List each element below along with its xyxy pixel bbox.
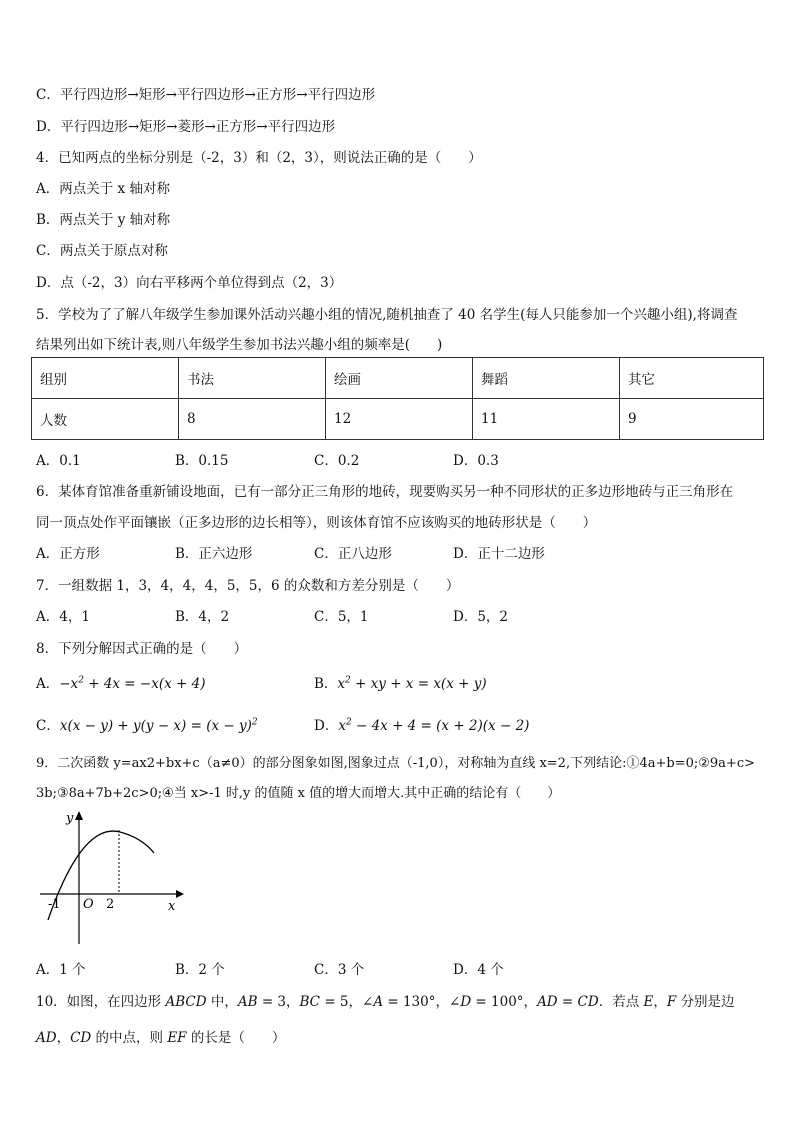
q4-option-b: B．两点关于 y 轴对称 (36, 212, 171, 228)
q9-option-a: A．1 个 (36, 962, 86, 978)
tick-label-2: 2 (106, 897, 115, 912)
q9-stem-line2: 3b;③8a+7b+2c>0;④当 x>-1 时,y 的值随 x 值的增大而增大.其中正确的结论有（ ） (36, 786, 561, 801)
q10-stem-text: 10．如图，在四边形 (36, 994, 166, 1010)
table-cell: 绘画 (326, 358, 473, 399)
table-cell: 组别 (32, 358, 179, 399)
q5-options (36, 449, 756, 469)
q10-condition-bc: BC (299, 994, 321, 1010)
q10-side-cd: CD (70, 1030, 92, 1046)
q9-options (36, 958, 756, 978)
q7-option-c: C．5，1 (314, 609, 369, 625)
q10-segment-ef: EF (167, 1030, 187, 1046)
q6-stem-line1: 6．某体育馆准备重新铺设地面，已有一部分正三角形的地砖，现要购买另一种不同形状的正多边形地砖与正三角形在 (36, 484, 734, 500)
q5-stem-line2: 结果列出如下统计表,则八年级学生参加书法兴趣小组的频率是( ) (36, 337, 443, 353)
q9-option-b: B．2 个 (175, 962, 225, 978)
parabola-graph (30, 808, 190, 948)
q8-options-row1 (36, 672, 756, 692)
q10-condition-ad-cd: AD (537, 994, 558, 1010)
q8-option-a-formula: $-x^2 + 4x = -x(x + 4)$ (59, 675, 206, 692)
q8-option-d (314, 714, 529, 734)
q10-stem-text: 的中点，则 (91, 1030, 168, 1046)
option-letter: B． (314, 676, 338, 692)
y-axis-label: y (66, 811, 74, 826)
table-row (32, 399, 764, 440)
x-axis-arrow-icon (176, 890, 184, 898)
q5-option-d: D．0.3 (453, 453, 499, 469)
table-cell: 其它 (620, 358, 764, 399)
table-header-row (32, 358, 764, 399)
statistics-table (31, 357, 764, 440)
q8-stem: 8．下列分解因式正确的是（ ） (36, 641, 248, 657)
table-cell: 书法 (179, 358, 326, 399)
q6-stem-line2: 同一顶点处作平面镶嵌（正多边形的边长相等），则该体育馆不应该购买的地砖形状是（ ） (36, 515, 597, 531)
q10-stem-text: 的长是（ ） (186, 1030, 286, 1046)
q5-stem-line1: 5．学校为了了解八年级学生参加课外活动兴趣小组的情况,随机抽查了 40 名学生(每人只能参加一个兴趣小组),将调查 (36, 307, 738, 323)
q4-stem: 4．已知两点的坐标分别是（-2，3）和（2，3），则说法正确的是（ ） (36, 150, 482, 166)
q10-side-ad: AD (36, 1030, 57, 1046)
table-cell: 12 (326, 399, 473, 440)
q8-options-row2 (36, 714, 756, 734)
q7-options (36, 605, 756, 625)
q8-option-b (314, 672, 487, 692)
q10-condition-ab: AB (237, 994, 258, 1010)
q10-stem-line1: 10．如图，在四边形 ABCD 中，AB = 3，BC = 5，∠A = 130°，∠D = 100°，AD = CD．若点 E，F 分别是边 (36, 994, 735, 1010)
q8-option-b-formula: $x^2$ + xy + x = x(x + y) (337, 675, 487, 692)
q5-option-b: B．0.15 (175, 453, 229, 469)
option-letter: D． (314, 718, 339, 734)
q9-option-d: D．4 个 (453, 962, 504, 978)
q4-option-c: C．两点关于原点对称 (36, 243, 168, 259)
q5-option-a: A．0.1 (36, 453, 81, 469)
x-axis-label: x (168, 899, 176, 914)
q5-option-c: C．0.2 (314, 453, 360, 469)
q7-option-b: B．4，2 (175, 609, 230, 625)
q6-option-a: A．正方形 (36, 546, 100, 562)
q8-option-c-formula: $x(x - y) + y(y - x) = (x - y)^2$ (59, 717, 258, 734)
option-letter: A． (36, 676, 60, 692)
q9-option-c: C．3 个 (314, 962, 365, 978)
q6-option-b: B．正六边形 (175, 546, 253, 562)
q6-option-c: C．正八边形 (314, 546, 392, 562)
q7-stem: 7．一组数据 1，3，4，4，4，5，5，6 的众数和方差分别是（ ） (36, 578, 460, 594)
q4-option-d: D．点（-2，3）向右平移两个单位得到点（2，3） (36, 275, 343, 291)
table-cell: 9 (620, 399, 764, 440)
q6-options (36, 542, 756, 562)
q8-option-a (36, 672, 205, 692)
q7-option-a: A．4，1 (36, 609, 90, 625)
table-cell: 人数 (32, 399, 179, 440)
y-axis-arrow-icon (75, 811, 83, 820)
q8-option-c (36, 714, 258, 734)
table-cell: 8 (179, 399, 326, 440)
q4-option-a: A．两点关于 x 轴对称 (36, 181, 170, 197)
q6-option-d: D．正十二边形 (453, 546, 545, 562)
quadrilateral-name: ABCD (165, 994, 207, 1010)
option-letter: C． (36, 718, 60, 734)
q10-stem-line2: AD，CD 的中点，则 EF 的长是（ ） (36, 1030, 286, 1046)
q7-option-d: D．5，2 (453, 609, 509, 625)
table-cell: 11 (473, 399, 620, 440)
q10-stem-text: 中， (206, 994, 238, 1010)
table-cell: 舞蹈 (473, 358, 620, 399)
tick-label-neg1: -1 (48, 897, 61, 912)
q3-option-d: D．平行四边形→矩形→菱形→正方形→平行四边形 (36, 119, 336, 135)
q9-stem-line1: 9．二次函数 y=ax2+bx+c（a≠0）的部分图象如图,图象过点（-1,0），对称轴为直线 x=2,下列结论:①4a+b=0;②9a+c> (36, 756, 755, 771)
q8-option-d-formula: $x^2 - 4x + 4 = (x + 2)(x - 2)$ (338, 717, 530, 734)
origin-label: O (83, 897, 94, 912)
parabola-curve (48, 831, 154, 920)
q3-option-c: C．平行四边形→矩形→平行四边形→正方形→平行四边形 (36, 87, 376, 103)
